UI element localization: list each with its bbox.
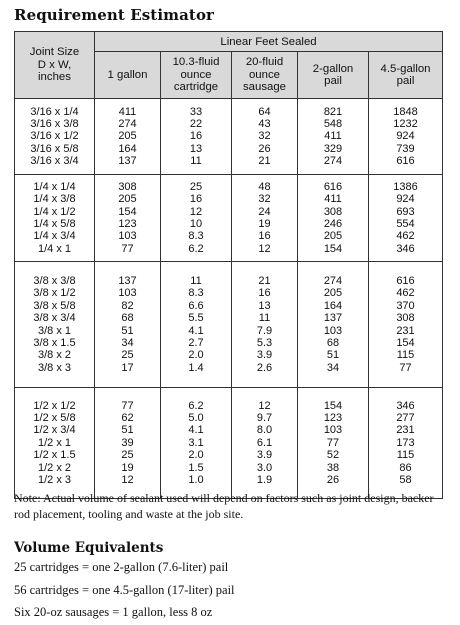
cell-value: 693: [396, 205, 415, 218]
cell-value: 411: [324, 193, 342, 206]
col-header-line: 2-gallon: [312, 62, 354, 75]
cell-value: 154: [323, 399, 343, 412]
cell-value: 77: [326, 436, 340, 449]
cell-value: 7.9: [256, 324, 273, 337]
col-header-line: cartridge: [173, 81, 219, 94]
cell-value: 3/16 x 5/8: [30, 142, 79, 155]
cell-value: 173: [396, 436, 415, 449]
joint-size-cell: [15, 388, 95, 499]
cell-value: 246: [323, 218, 343, 230]
cell-value: 616: [396, 155, 415, 168]
linear-feet-header: Linear Feet Sealed: [95, 32, 443, 52]
cell-value: 3/8 x 3: [37, 361, 72, 374]
cell-value: 370: [396, 299, 415, 312]
cell-value: 103: [323, 324, 343, 337]
cell-value: 1/2 x 1: [37, 436, 72, 449]
requirement-table: [14, 31, 443, 499]
cell-value: 154: [118, 205, 137, 218]
cell-value: 16: [258, 230, 271, 243]
cell-value: 1.0: [188, 473, 204, 486]
cell-value: 10: [189, 218, 203, 230]
value-cell: [298, 262, 369, 388]
value-cell: [298, 388, 369, 499]
cell-value: 64: [258, 105, 271, 118]
cell-value: 77: [121, 242, 134, 255]
cell-value: 1/4 x 3/4: [33, 230, 76, 243]
col-header-2-gallon-pail: [298, 52, 369, 99]
cell-value: 616: [396, 274, 415, 287]
cell-value: 25: [121, 449, 134, 462]
cell-value: 548: [323, 117, 343, 130]
col-header-1-gallon: [95, 52, 161, 99]
cell-value: 123: [118, 218, 137, 230]
cell-value: 12: [189, 205, 203, 218]
cell-value: 1232: [393, 117, 418, 130]
joint-size-cell: [15, 262, 95, 388]
cell-value: 346: [396, 242, 415, 255]
cell-value: 137: [323, 312, 343, 325]
cell-value: 12: [121, 473, 134, 486]
cell-value: 11: [258, 312, 271, 325]
cell-value: 5.0: [188, 412, 204, 425]
cell-value: 3/8 x 3/4: [33, 312, 76, 325]
cell-value: 2.7: [188, 336, 204, 349]
cell-value: 11: [190, 274, 202, 287]
cell-value: 1/2 x 3/4: [33, 424, 76, 437]
col-header-line: pail: [324, 75, 342, 87]
cell-value: 77: [121, 399, 134, 412]
cell-value: 1/2 x 1.5: [33, 449, 76, 462]
cell-value: 1386: [393, 180, 418, 193]
cell-value: 462: [396, 230, 415, 243]
col-header-line: 4.5-gallon: [380, 62, 431, 75]
value-cell: [232, 99, 298, 175]
cell-value: 6.2: [188, 399, 204, 412]
cell-value: 308: [396, 312, 415, 325]
value-cell: [369, 99, 443, 175]
cell-value: 86: [399, 461, 412, 474]
cell-value: 274: [323, 274, 343, 287]
cell-value: 8.0: [256, 424, 273, 437]
joint-size-header: [15, 32, 95, 99]
cell-value: 6.6: [188, 299, 204, 312]
col-header-line: 1 gallon: [107, 68, 148, 81]
cell-value: 24: [258, 205, 271, 218]
cell-value: 3/8 x 1: [37, 324, 72, 337]
cell-value: 1.4: [188, 361, 204, 374]
cell-value: 1.5: [188, 461, 204, 474]
equivalent-item: 25 cartridges = one 2-gallon (7.6-liter) pail: [14, 560, 229, 574]
cell-value: 3.1: [188, 436, 204, 449]
cell-value: 9.7: [256, 412, 273, 425]
cell-value: 616: [323, 180, 343, 193]
cell-value: 554: [396, 218, 415, 230]
cell-value: 123: [323, 412, 343, 425]
cell-value: 26: [258, 142, 271, 155]
cell-value: 924: [396, 130, 415, 143]
cell-value: 308: [118, 180, 137, 193]
value-cell: [161, 175, 232, 262]
cell-value: 1/4 x 1: [37, 242, 72, 255]
cell-value: 231: [396, 324, 415, 337]
cell-value: 43: [258, 117, 271, 130]
cell-value: 115: [396, 449, 415, 462]
cell-value: 1/4 x 5/8: [33, 218, 76, 230]
cell-value: 1/2 x 3: [37, 473, 72, 486]
col-header-line: ounce: [248, 68, 281, 81]
value-cell: [369, 175, 443, 262]
cell-value: 68: [326, 336, 340, 349]
note-text: Note: Actual volume of sealant used will depend on factors such as joint design, backer rod placement, tooling and waste at the job site.: [14, 491, 434, 521]
cell-value: 48: [258, 180, 271, 193]
col-header-cartridge: [161, 52, 232, 99]
col-header-line: 10.3-fluid: [172, 56, 220, 69]
cell-value: 164: [323, 299, 343, 312]
table-row-group: [15, 99, 443, 175]
cell-value: 22: [189, 117, 203, 130]
cell-value: 205: [323, 287, 343, 300]
cell-value: 115: [396, 349, 415, 362]
cell-value: 411: [118, 105, 137, 118]
cell-value: 3/16 x 3/8: [30, 117, 79, 130]
cell-value: 32: [258, 130, 271, 143]
col-header-4-5-gallon-pail: [369, 52, 443, 99]
cell-value: 26: [326, 473, 340, 486]
value-cell: [298, 175, 369, 262]
cell-value: 205: [323, 230, 343, 243]
cell-value: 34: [326, 361, 340, 374]
cell-value: 3/16 x 3/4: [30, 155, 79, 168]
cell-value: 2.0: [188, 349, 204, 362]
value-cell: [161, 388, 232, 499]
cell-value: 821: [323, 105, 343, 118]
cell-value: 3/8 x 2: [37, 349, 72, 362]
cell-value: 205: [118, 130, 137, 143]
cell-value: 462: [396, 287, 415, 300]
cell-value: 3.0: [256, 461, 273, 474]
cell-value: 4.1: [188, 324, 204, 337]
cell-value: 308: [323, 205, 343, 218]
cell-value: 51: [121, 324, 134, 337]
cell-value: 329: [323, 142, 343, 155]
cell-value: 8.3: [188, 230, 204, 243]
cell-value: 25: [189, 180, 203, 193]
value-cell: [95, 262, 161, 388]
col-header-line: sausage: [242, 81, 287, 94]
cell-value: 11: [190, 155, 202, 168]
cell-value: 103: [118, 287, 137, 300]
cell-value: 39: [121, 436, 134, 449]
cell-value: 231: [396, 424, 415, 437]
cell-value: 16: [258, 287, 271, 300]
cell-value: 6.2: [188, 242, 204, 255]
value-cell: [95, 388, 161, 499]
joint-size-cell: [15, 99, 95, 175]
cell-value: 3/8 x 1/2: [33, 287, 76, 300]
cell-value: 38: [326, 461, 340, 474]
cell-value: 77: [399, 361, 412, 374]
cell-value: 3.9: [256, 449, 273, 462]
cell-value: 137: [118, 274, 137, 287]
col-header-line: 20-fluid: [245, 56, 284, 69]
cell-value: 1/4 x 1/2: [33, 205, 76, 218]
cell-value: 3/8 x 5/8: [33, 299, 76, 312]
cell-value: 33: [189, 105, 203, 118]
cell-value: 3/16 x 1/2: [30, 130, 79, 143]
cell-value: 4.1: [188, 424, 204, 437]
cell-value: 5.3: [256, 336, 273, 349]
cell-value: 51: [326, 349, 340, 362]
cell-value: 17: [121, 361, 134, 374]
cell-value: 205: [118, 193, 137, 206]
cell-value: 5.5: [188, 312, 204, 325]
page-title: Requirement Estimator: [14, 6, 215, 24]
cell-value: 274: [323, 155, 343, 168]
cell-value: 13: [189, 142, 203, 155]
value-cell: [298, 99, 369, 175]
cell-value: 346: [396, 399, 415, 412]
cell-value: 1/2 x 2: [37, 461, 72, 474]
value-cell: [161, 99, 232, 175]
value-cell: [232, 388, 298, 499]
cell-value: 411: [324, 130, 342, 143]
cell-value: 1/4 x 1/4: [33, 180, 76, 193]
cell-value: 3/8 x 3/8: [33, 274, 76, 287]
cell-value: 19: [121, 461, 134, 474]
cell-value: 52: [326, 449, 340, 462]
value-cell: [161, 262, 232, 388]
cell-value: 13: [258, 299, 271, 312]
cell-value: 2.6: [256, 361, 273, 374]
cell-value: 58: [399, 473, 412, 486]
cell-value: 1.9: [256, 473, 273, 486]
equivalent-item: 56 cartridges = one 4.5-gallon (17-liter) pail: [14, 583, 235, 597]
cell-value: 277: [396, 412, 415, 425]
cell-value: 154: [396, 336, 415, 349]
cell-value: 68: [121, 312, 134, 325]
cell-value: 3/16 x 1/4: [30, 105, 79, 118]
joint-header-line: inches: [38, 71, 71, 84]
cell-value: 3/8 x 1.5: [33, 336, 76, 349]
joint-size-cell: [15, 175, 95, 262]
cell-value: 2.0: [188, 449, 204, 462]
cell-value: 103: [323, 424, 343, 437]
cell-value: 21: [258, 155, 271, 168]
col-header-line: ounce: [180, 68, 212, 81]
cell-value: 12: [258, 399, 271, 412]
value-cell: [95, 175, 161, 262]
cell-value: 739: [396, 142, 415, 155]
table-row-group: [15, 175, 443, 262]
cell-value: 51: [121, 424, 134, 437]
value-cell: [95, 99, 161, 175]
cell-value: 12: [258, 242, 271, 255]
cell-value: 274: [118, 117, 137, 130]
cell-value: 8.3: [188, 287, 204, 300]
cell-value: 924: [396, 193, 415, 206]
cell-value: 21: [258, 274, 271, 287]
cell-value: 103: [118, 230, 137, 243]
cell-value: 1/4 x 3/8: [33, 193, 76, 206]
cell-value: 1/2 x 1/2: [33, 399, 76, 412]
equivalent-item: Six 20-oz sausages = 1 gallon, less 8 oz: [14, 605, 213, 619]
table-row-group: [15, 388, 443, 499]
cell-value: 6.1: [256, 436, 273, 449]
col-header-sausage: [232, 52, 298, 99]
cell-value: 32: [258, 193, 271, 206]
joint-header-line: D x W,: [37, 58, 72, 71]
cell-value: 25: [121, 349, 134, 362]
cell-value: 19: [258, 218, 271, 230]
value-cell: [232, 175, 298, 262]
cell-value: 3.9: [256, 349, 273, 362]
table-row-group: [15, 262, 443, 388]
cell-value: 82: [121, 299, 134, 312]
cell-value: 154: [323, 242, 343, 255]
cell-value: 1848: [393, 105, 418, 118]
cell-value: 164: [118, 142, 137, 155]
cell-value: 62: [121, 412, 134, 425]
value-cell: [369, 262, 443, 388]
cell-value: 1/2 x 5/8: [33, 412, 76, 425]
col-header-line: pail: [396, 75, 415, 87]
value-cell: [369, 388, 443, 499]
value-cell: [232, 262, 298, 388]
cell-value: 34: [121, 336, 134, 349]
volume-equivalents-title: Volume Equivalents: [14, 540, 164, 556]
joint-header-line: Joint Size: [29, 46, 80, 59]
cell-value: 137: [118, 155, 137, 168]
cell-value: 16: [189, 130, 203, 143]
table-body: [15, 99, 443, 499]
cell-value: 16: [189, 193, 203, 206]
